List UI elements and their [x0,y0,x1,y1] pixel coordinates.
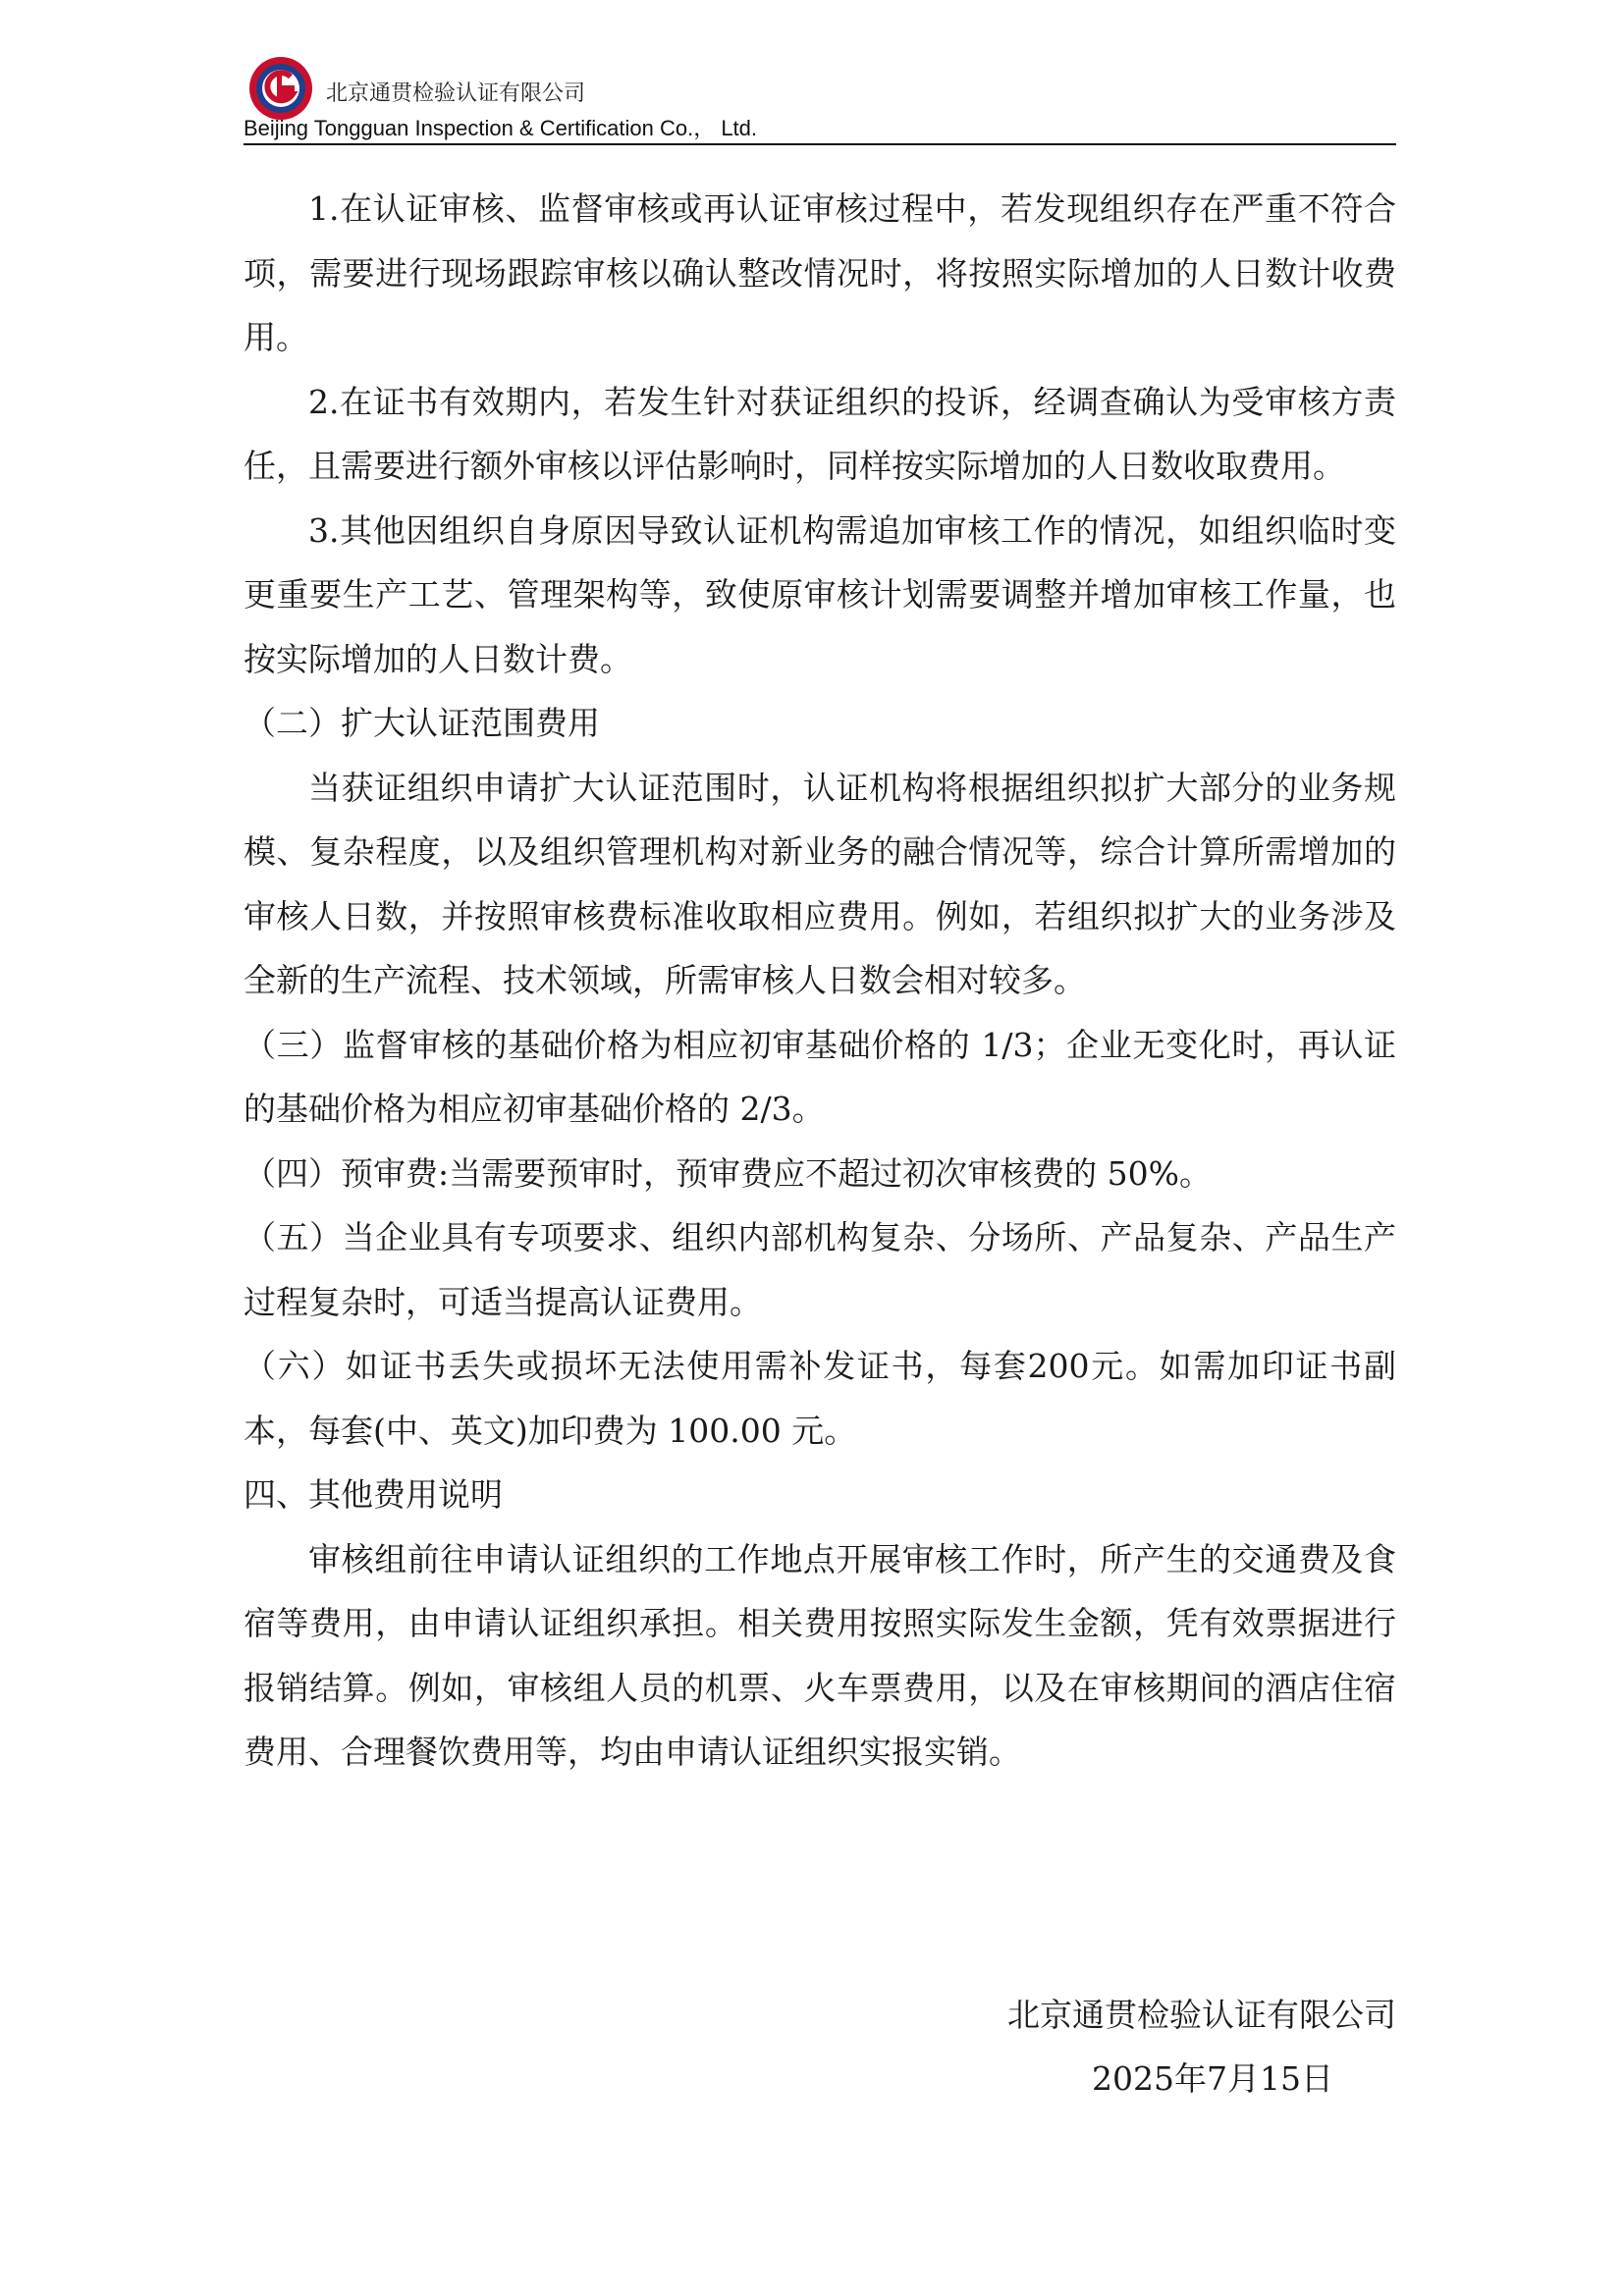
company-name-en: Beijing Tongguan Inspection & Certification Co.， Ltd. [244,116,758,140]
paragraph: 审核组前往申请认证组织的工作地点开展审核工作时，所产生的交通费及食宿等费用，由申请认证组织承担。相关费用按照实际发生金额，凭有效票据进行报销结算。例如，审核组人员的机票、火车票费用，以及在审核期间的酒店住宿费用、合理餐饮费用等，均由申请认证组织实报实销。 [244,1539,1396,1771]
paragraph: 1.在认证审核、监督审核或再认证审核过程中，若发现组织存在严重不符合项，需要进行现场跟踪审核以确认整改情况时，将按照实际增加的人日数计收费用。 [244,189,1396,356]
header-divider [244,143,1396,145]
paragraph: （六）如证书丢失或损坏无法使用需补发证书，每套200元。如需加印证书副本，每套(中、英文)加印费为 100.00 元。 [244,1347,1396,1450]
signature-block [1007,1983,1396,2110]
paragraph: 当获证组织申请扩大认证范围时，认证机构将根据组织拟扩大部分的业务规模、复杂程度，以及组织管理机构对新业务的融合情况等，综合计算所需增加的审核人日数，并按照审核费标准收取相应费用。例如，若组织拟扩大的业务涉及全新的生产流程、技术领域，所需审核人日数会相对较多。 [244,768,1396,999]
company-name-cn: 北京通贯检验认证有限公司 [326,81,586,106]
signature-company: 北京通贯检验认证有限公司 [1007,1996,1396,2034]
signature-date: 2025年7月15日 [1092,2059,1333,2098]
paragraph: （四）预审费:当需要预审时，预审费应不超过初次审核费的 50%。 [244,1153,1212,1193]
letterhead [244,55,1396,145]
section-heading: （二）扩大认证范围费用 [244,704,600,742]
document-body [244,177,1396,1785]
section-heading: 四、其他费用说明 [244,1475,503,1514]
paragraph: 2.在证书有效期内，若发生针对获证组织的投诉，经调查确认为受审核方责任，且需要进行额外审核以评估影响时，同样按实际增加的人日数收取费用。 [244,382,1396,485]
paragraph: （三）监督审核的基础价格为相应初审基础价格的 1/3；企业无变化时，再认证的基础价格为相应初审基础价格的 2/3。 [244,1025,1396,1128]
paragraph: 3.其他因组织自身原因导致认证机构需追加审核工作的情况，如组织临时变更重要生产工艺、管理架构等，致使原审核计划需要调整并增加审核工作量，也按实际增加的人日数计费。 [244,510,1396,678]
paragraph: （五）当企业具有专项要求、组织内部机构复杂、分场所、产品复杂、产品生产过程复杂时，可适当提高认证费用。 [244,1218,1396,1321]
